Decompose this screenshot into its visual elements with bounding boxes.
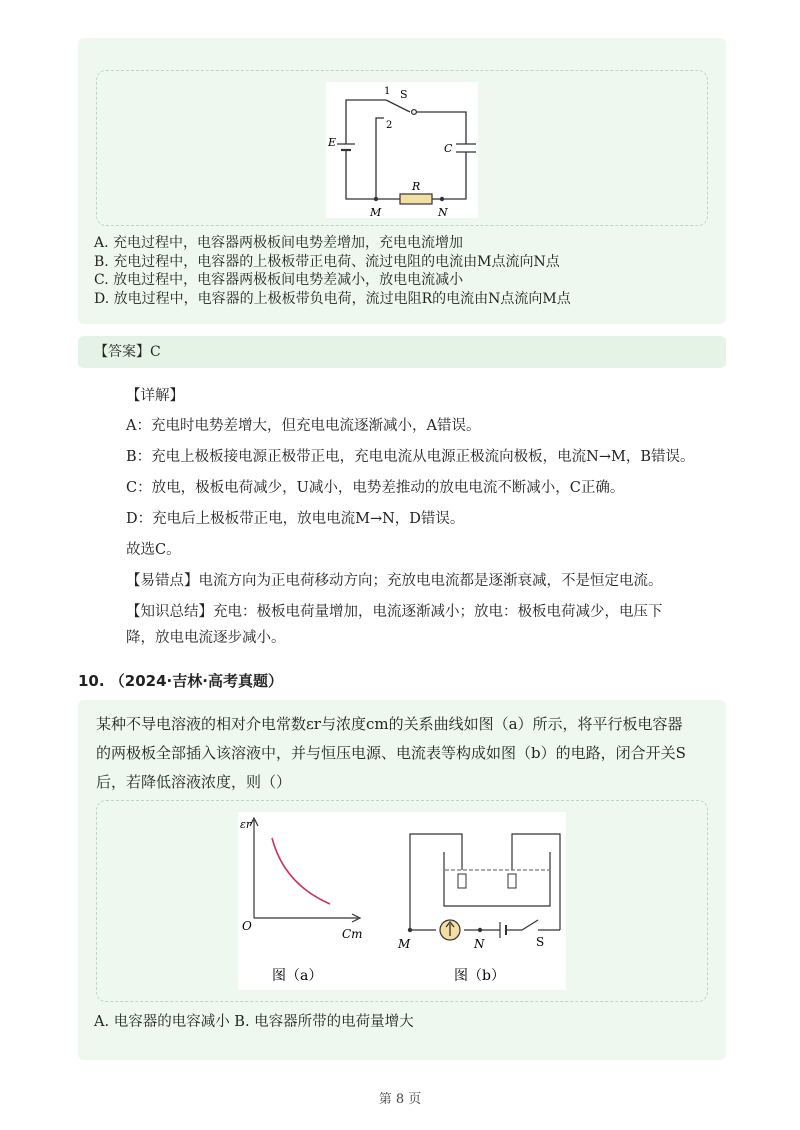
circuit-diagram-q9 (326, 82, 478, 218)
label-n: N (438, 206, 448, 218)
label-r: R (412, 180, 421, 193)
label-n-b: N (474, 937, 485, 951)
pitfall-tag: 【易错点】 (126, 573, 199, 589)
label-m-b: M (398, 937, 411, 951)
question-10-box (78, 700, 726, 1060)
caption-a: 图（a） (272, 968, 323, 984)
question-10-stem (96, 710, 716, 797)
caption-b: 图（b） (454, 968, 505, 984)
label-s-b: S (536, 935, 545, 949)
option-b: B. 充电过程中，电容器的上极板带正电荷、流过电阻的电流由M点流向N点 (94, 253, 560, 270)
summary-line-2: 降，放电电流逐步减小。 (126, 630, 286, 646)
figures-q10 (238, 812, 566, 990)
option-d: D. 放电过程中，电容器的上极板带负电荷，流过电阻R的电流由N点流向M点 (94, 290, 571, 307)
options-q9 (94, 234, 571, 308)
detail-b: B：充电上极板接电源正极带正电，充电电流从电源正极流向极板，电流N→M，B错误。 (126, 449, 695, 465)
label-e: E (328, 136, 337, 149)
label-m: M (370, 206, 382, 218)
stem-line-2: 的两极板全部插入该溶液中，并与恒压电源、电流表等构成如图（b）的电路，闭合开关S (96, 744, 686, 762)
page-number: 第 8 页 (378, 1092, 422, 1107)
axis-x-label: Cm (342, 927, 363, 941)
summary-text-1: 充电：极板电荷量增加，电流逐渐减小；放电：极板电荷减少，电压下 (213, 604, 663, 620)
option-a: A. 充电过程中，电容器两极板间电势差增加，充电电流增加 (94, 235, 464, 251)
detail-c: C：放电，极板电荷减少，U减小，电势差推动的放电电流不断减小，C正确。 (126, 480, 625, 496)
summary-tag: 【知识总结】 (126, 604, 213, 620)
label-c: C (444, 142, 453, 155)
stem-line-3: 后，若降低溶液浓度，则（） (96, 773, 292, 791)
detail-conclusion: 故选C。 (126, 542, 181, 558)
pitfall-text: 电流方向为正电荷移动方向；充放电电流都是逐渐衰减，不是恒定电流。 (198, 573, 663, 589)
option-c: C. 放电过程中，电容器两极板间电势差减小，放电电流减小 (94, 272, 464, 288)
label-s: S (400, 88, 408, 101)
detail-a: A：充电时电势差增大，但充电电流逐渐减小，A错误。 (126, 418, 481, 434)
question-10-header: 10. （2024·吉林·高考真题） (78, 672, 283, 690)
permittivity-curve (272, 838, 330, 904)
detail-title: 【详解】 (126, 388, 184, 404)
origin-label: O (242, 919, 252, 933)
question-9-box (78, 38, 726, 324)
summary-line-1 (126, 600, 663, 621)
stem-line-1: 某种不导电溶液的相对介电常数εr与浓度cm的关系曲线如图（a）所示，将平行板电容器 (96, 715, 683, 733)
options-q10: A. 电容器的电容减小 B. 电容器所带的电荷量增大 (94, 1014, 414, 1030)
label-1: 1 (384, 86, 391, 97)
axis-y-label: εr (240, 818, 252, 831)
pitfall (126, 569, 663, 590)
label-2: 2 (386, 120, 393, 131)
answer-bar: 【答案】C (78, 336, 726, 368)
detail-d: D：充电后上极板带正电，放电电流M→N，D错误。 (126, 511, 465, 527)
